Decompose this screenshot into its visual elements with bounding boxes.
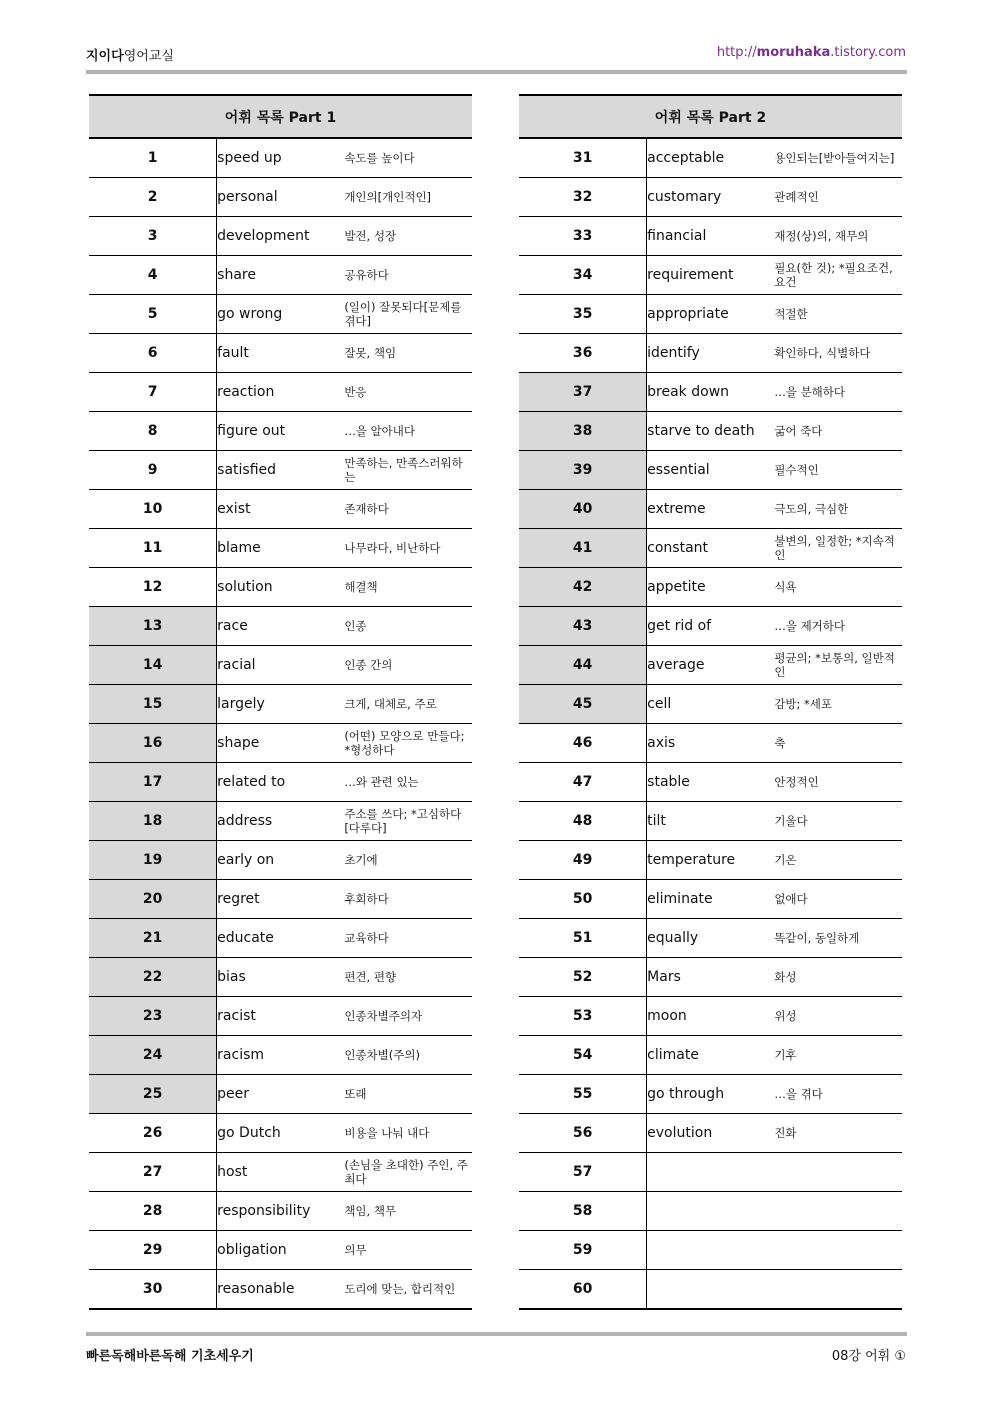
vocab-word: racial — [217, 646, 345, 685]
vocab-number: 28 — [89, 1192, 217, 1231]
vocab-number: 7 — [89, 373, 217, 412]
vocab-number: 44 — [519, 646, 647, 685]
vocab-meaning: …을 제거하다 — [774, 607, 902, 646]
table-row — [89, 178, 472, 217]
vocab-word: related to — [217, 763, 345, 802]
table-row — [519, 451, 902, 490]
vocab-number: 8 — [89, 412, 217, 451]
table-body — [519, 138, 902, 1309]
vocab-word: host — [217, 1153, 345, 1192]
table-row — [89, 334, 472, 373]
vocab-meaning: (일이) 잘못되다[문제를 겪다] — [344, 295, 472, 334]
table-row — [519, 1075, 902, 1114]
vocab-number: 13 — [89, 607, 217, 646]
table-row — [89, 1153, 472, 1192]
header-url-bold: moruhaka — [756, 45, 831, 60]
table-row — [89, 256, 472, 295]
table-row — [89, 919, 472, 958]
table-row — [89, 1270, 472, 1310]
vocab-word: racism — [217, 1036, 345, 1075]
vocab-meaning: 기울다 — [774, 802, 902, 841]
table-row — [89, 841, 472, 880]
table-row — [519, 880, 902, 919]
header-divider — [86, 70, 907, 74]
table-body — [89, 138, 472, 1309]
vocab-meaning: 재정(상)의, 재무의 — [774, 217, 902, 256]
table-row — [519, 138, 902, 178]
vocab-word: bias — [217, 958, 345, 997]
table-row — [519, 1036, 902, 1075]
footer-divider — [86, 1332, 907, 1336]
vocab-word: requirement — [647, 256, 775, 295]
vocab-word — [647, 1270, 775, 1310]
table-row — [519, 607, 902, 646]
vocab-number: 15 — [89, 685, 217, 724]
vocab-meaning: 책임, 책무 — [344, 1192, 472, 1231]
vocab-meaning: 진화 — [774, 1114, 902, 1153]
vocab-meaning: 도리에 맞는, 합리적인 — [344, 1270, 472, 1310]
table-row — [519, 1153, 902, 1192]
vocab-number: 4 — [89, 256, 217, 295]
vocab-meaning: …을 겪다 — [774, 1075, 902, 1114]
table-row — [89, 646, 472, 685]
vocab-word: climate — [647, 1036, 775, 1075]
table-row — [89, 763, 472, 802]
vocab-meaning: 초기에 — [344, 841, 472, 880]
vocab-word: essential — [647, 451, 775, 490]
table-row — [519, 256, 902, 295]
vocab-meaning: 식욕 — [774, 568, 902, 607]
vocab-number: 58 — [519, 1192, 647, 1231]
vocab-word: blame — [217, 529, 345, 568]
vocab-meaning: …와 관련 있는 — [344, 763, 472, 802]
vocab-word: obligation — [217, 1231, 345, 1270]
vocab-number: 3 — [89, 217, 217, 256]
vocab-word — [647, 1153, 775, 1192]
table-row — [519, 373, 902, 412]
table-row — [89, 1231, 472, 1270]
vocab-number: 54 — [519, 1036, 647, 1075]
vocab-number: 34 — [519, 256, 647, 295]
vocab-number: 11 — [89, 529, 217, 568]
table-row — [519, 646, 902, 685]
vocab-number: 33 — [519, 217, 647, 256]
footer-title: 빠른독해바른독해 기초세우기 — [86, 1349, 254, 1364]
vocab-table-part1 — [89, 94, 472, 1310]
vocab-word: stable — [647, 763, 775, 802]
vocab-number: 59 — [519, 1231, 647, 1270]
table-row — [89, 1036, 472, 1075]
vocab-number: 42 — [519, 568, 647, 607]
vocab-word: personal — [217, 178, 345, 217]
vocab-meaning — [774, 1231, 902, 1270]
vocab-number: 37 — [519, 373, 647, 412]
vocab-meaning: 해결책 — [344, 568, 472, 607]
vocab-meaning: 관례적인 — [774, 178, 902, 217]
vocab-word: identify — [647, 334, 775, 373]
vocab-meaning: 화성 — [774, 958, 902, 997]
vocab-number: 6 — [89, 334, 217, 373]
table-row — [89, 724, 472, 763]
table-title: 어휘 목록 Part 1 — [89, 95, 472, 138]
vocab-word: go wrong — [217, 295, 345, 334]
table-title: 어휘 목록 Part 2 — [519, 95, 902, 138]
vocab-word: tilt — [647, 802, 775, 841]
vocab-meaning — [774, 1153, 902, 1192]
vocab-meaning: 반응 — [344, 373, 472, 412]
vocab-word: go Dutch — [217, 1114, 345, 1153]
vocab-number: 27 — [89, 1153, 217, 1192]
vocab-word: exist — [217, 490, 345, 529]
vocab-meaning: (손님을 초대한) 주인, 주최다 — [344, 1153, 472, 1192]
table-row — [89, 880, 472, 919]
vocab-word: racist — [217, 997, 345, 1036]
vocab-word: starve to death — [647, 412, 775, 451]
vocab-word: appropriate — [647, 295, 775, 334]
vocab-number: 32 — [519, 178, 647, 217]
vocab-word: reaction — [217, 373, 345, 412]
vocab-number: 5 — [89, 295, 217, 334]
table-row — [89, 373, 472, 412]
vocab-meaning: 후회하다 — [344, 880, 472, 919]
vocab-meaning: 기후 — [774, 1036, 902, 1075]
vocab-word: early on — [217, 841, 345, 880]
vocab-meaning: 인종 — [344, 607, 472, 646]
vocab-word: solution — [217, 568, 345, 607]
footer-lesson: 08강 어휘 ① — [831, 1349, 906, 1364]
table-row — [89, 490, 472, 529]
table-row — [89, 217, 472, 256]
table-row — [519, 1231, 902, 1270]
vocab-meaning: 극도의, 극심한 — [774, 490, 902, 529]
vocab-word: regret — [217, 880, 345, 919]
table-row — [89, 295, 472, 334]
vocab-word: largely — [217, 685, 345, 724]
vocab-number: 2 — [89, 178, 217, 217]
vocab-meaning: 위성 — [774, 997, 902, 1036]
table-row — [89, 412, 472, 451]
vocab-meaning: 적절한 — [774, 295, 902, 334]
table-row — [519, 841, 902, 880]
vocab-meaning: 주소를 쓰다; *고심하다[다루다] — [344, 802, 472, 841]
table-row — [519, 802, 902, 841]
vocab-word: equally — [647, 919, 775, 958]
vocab-meaning: 인종차별주의자 — [344, 997, 472, 1036]
vocab-meaning: 잘못, 책임 — [344, 334, 472, 373]
vocab-number: 49 — [519, 841, 647, 880]
vocab-number: 36 — [519, 334, 647, 373]
vocab-number: 16 — [89, 724, 217, 763]
header-brand — [86, 45, 174, 64]
vocab-meaning — [774, 1270, 902, 1310]
vocab-word: speed up — [217, 138, 345, 178]
vocab-word: extreme — [647, 490, 775, 529]
vocab-word: moon — [647, 997, 775, 1036]
vocab-number: 1 — [89, 138, 217, 178]
vocab-number: 26 — [89, 1114, 217, 1153]
vocab-meaning: 교육하다 — [344, 919, 472, 958]
vocab-meaning: 공유하다 — [344, 256, 472, 295]
table-row — [519, 295, 902, 334]
table-row — [519, 568, 902, 607]
table-row — [89, 568, 472, 607]
table-row — [519, 334, 902, 373]
vocab-meaning: 또래 — [344, 1075, 472, 1114]
vocab-number: 21 — [89, 919, 217, 958]
vocab-number: 39 — [519, 451, 647, 490]
vocab-number: 25 — [89, 1075, 217, 1114]
vocab-number: 12 — [89, 568, 217, 607]
vocab-meaning: 굶어 죽다 — [774, 412, 902, 451]
vocab-meaning: 인종차별(주의) — [344, 1036, 472, 1075]
table-row — [89, 607, 472, 646]
header-brand-rest: 영어교실 — [123, 49, 174, 64]
vocab-word: satisfied — [217, 451, 345, 490]
vocab-meaning — [774, 1192, 902, 1231]
vocab-meaning: 의무 — [344, 1231, 472, 1270]
vocab-number: 14 — [89, 646, 217, 685]
table-row — [89, 958, 472, 997]
vocab-number: 55 — [519, 1075, 647, 1114]
table-row — [519, 1192, 902, 1231]
header-url[interactable] — [717, 45, 906, 60]
vocab-word: axis — [647, 724, 775, 763]
table-row — [519, 997, 902, 1036]
table-row — [89, 685, 472, 724]
vocab-word: average — [647, 646, 775, 685]
vocab-number: 40 — [519, 490, 647, 529]
table-row — [89, 1075, 472, 1114]
header-brand-bold: 지이다 — [86, 49, 124, 64]
vocab-meaning: 없애다 — [774, 880, 902, 919]
vocab-meaning: 용인되는[받아들여지는] — [774, 138, 902, 178]
vocab-number: 43 — [519, 607, 647, 646]
vocab-number: 38 — [519, 412, 647, 451]
table-row — [519, 490, 902, 529]
vocab-meaning: 존재하다 — [344, 490, 472, 529]
table-row — [89, 1192, 472, 1231]
vocab-number: 51 — [519, 919, 647, 958]
header-url-suffix: .tistory.com — [830, 45, 906, 60]
vocab-number: 47 — [519, 763, 647, 802]
vocab-word: customary — [647, 178, 775, 217]
vocab-number: 41 — [519, 529, 647, 568]
vocab-meaning: 필요(한 것); *필요조건, 요건 — [774, 256, 902, 295]
vocab-number: 35 — [519, 295, 647, 334]
vocab-word — [647, 1231, 775, 1270]
table-row — [519, 1270, 902, 1310]
vocab-word: eliminate — [647, 880, 775, 919]
vocab-word: Mars — [647, 958, 775, 997]
vocab-word: race — [217, 607, 345, 646]
vocab-word: break down — [647, 373, 775, 412]
vocab-meaning: …을 분해하다 — [774, 373, 902, 412]
vocab-meaning: 똑같이, 동일하게 — [774, 919, 902, 958]
vocab-number: 24 — [89, 1036, 217, 1075]
vocab-number: 52 — [519, 958, 647, 997]
vocab-number: 46 — [519, 724, 647, 763]
vocab-word: acceptable — [647, 138, 775, 178]
header-url-prefix: http:// — [716, 45, 757, 60]
vocab-meaning: 크게, 대체로, 주로 — [344, 685, 472, 724]
vocab-meaning: 만족하는, 만족스러워하는 — [344, 451, 472, 490]
vocab-meaning: 기온 — [774, 841, 902, 880]
table-row — [519, 217, 902, 256]
table-row — [519, 685, 902, 724]
table-row — [519, 1114, 902, 1153]
vocab-word: shape — [217, 724, 345, 763]
vocab-number: 60 — [519, 1270, 647, 1310]
vocab-word: share — [217, 256, 345, 295]
vocab-word: development — [217, 217, 345, 256]
vocab-number: 18 — [89, 802, 217, 841]
vocab-word: peer — [217, 1075, 345, 1114]
vocab-word: address — [217, 802, 345, 841]
vocab-word: cell — [647, 685, 775, 724]
table-row — [89, 529, 472, 568]
vocab-word: constant — [647, 529, 775, 568]
table-row — [89, 1114, 472, 1153]
table-row — [519, 529, 902, 568]
vocab-meaning: 편견, 편향 — [344, 958, 472, 997]
vocab-number: 20 — [89, 880, 217, 919]
table-row — [519, 763, 902, 802]
vocab-number: 19 — [89, 841, 217, 880]
vocab-meaning: 축 — [774, 724, 902, 763]
vocab-meaning: (어떤) 모양으로 만들다; *형성하다 — [344, 724, 472, 763]
vocab-meaning: 인종 간의 — [344, 646, 472, 685]
vocab-word: figure out — [217, 412, 345, 451]
table-row — [519, 412, 902, 451]
table-row — [519, 724, 902, 763]
table-row — [519, 958, 902, 997]
vocab-word: financial — [647, 217, 775, 256]
table-row — [519, 919, 902, 958]
vocab-number: 10 — [89, 490, 217, 529]
vocab-meaning: 불변의, 일정한; *지속적인 — [774, 529, 902, 568]
vocab-word: reasonable — [217, 1270, 345, 1310]
vocab-number: 23 — [89, 997, 217, 1036]
vocab-meaning: 발전, 성장 — [344, 217, 472, 256]
table-row — [89, 802, 472, 841]
vocab-number: 56 — [519, 1114, 647, 1153]
vocab-word: go through — [647, 1075, 775, 1114]
vocab-word: evolution — [647, 1114, 775, 1153]
table-row — [89, 997, 472, 1036]
vocab-word: educate — [217, 919, 345, 958]
vocab-word: appetite — [647, 568, 775, 607]
table-row — [89, 451, 472, 490]
vocab-meaning: 평균의; *보통의, 일반적인 — [774, 646, 902, 685]
table-row — [519, 178, 902, 217]
vocab-number: 53 — [519, 997, 647, 1036]
vocab-number: 29 — [89, 1231, 217, 1270]
vocab-number: 9 — [89, 451, 217, 490]
vocab-word: get rid of — [647, 607, 775, 646]
vocab-number: 31 — [519, 138, 647, 178]
vocab-word: fault — [217, 334, 345, 373]
vocab-meaning: …을 알아내다 — [344, 412, 472, 451]
vocab-meaning: 비용을 나눠 내다 — [344, 1114, 472, 1153]
vocab-meaning: 속도를 높이다 — [344, 138, 472, 178]
vocab-meaning: 안정적인 — [774, 763, 902, 802]
vocab-number: 45 — [519, 685, 647, 724]
vocab-number: 48 — [519, 802, 647, 841]
vocab-number: 17 — [89, 763, 217, 802]
vocab-number: 30 — [89, 1270, 217, 1310]
vocab-number: 57 — [519, 1153, 647, 1192]
vocab-meaning: 나무라다, 비난하다 — [344, 529, 472, 568]
vocab-meaning: 확인하다, 식별하다 — [774, 334, 902, 373]
vocab-number: 50 — [519, 880, 647, 919]
table-row — [89, 138, 472, 178]
vocab-meaning: 감방; *세포 — [774, 685, 902, 724]
vocab-table-part2 — [519, 94, 902, 1310]
vocab-number: 22 — [89, 958, 217, 997]
vocab-word: temperature — [647, 841, 775, 880]
vocab-meaning: 개인의[개인적인] — [344, 178, 472, 217]
vocab-meaning: 필수적인 — [774, 451, 902, 490]
vocab-word — [647, 1192, 775, 1231]
vocab-word: responsibility — [217, 1192, 345, 1231]
